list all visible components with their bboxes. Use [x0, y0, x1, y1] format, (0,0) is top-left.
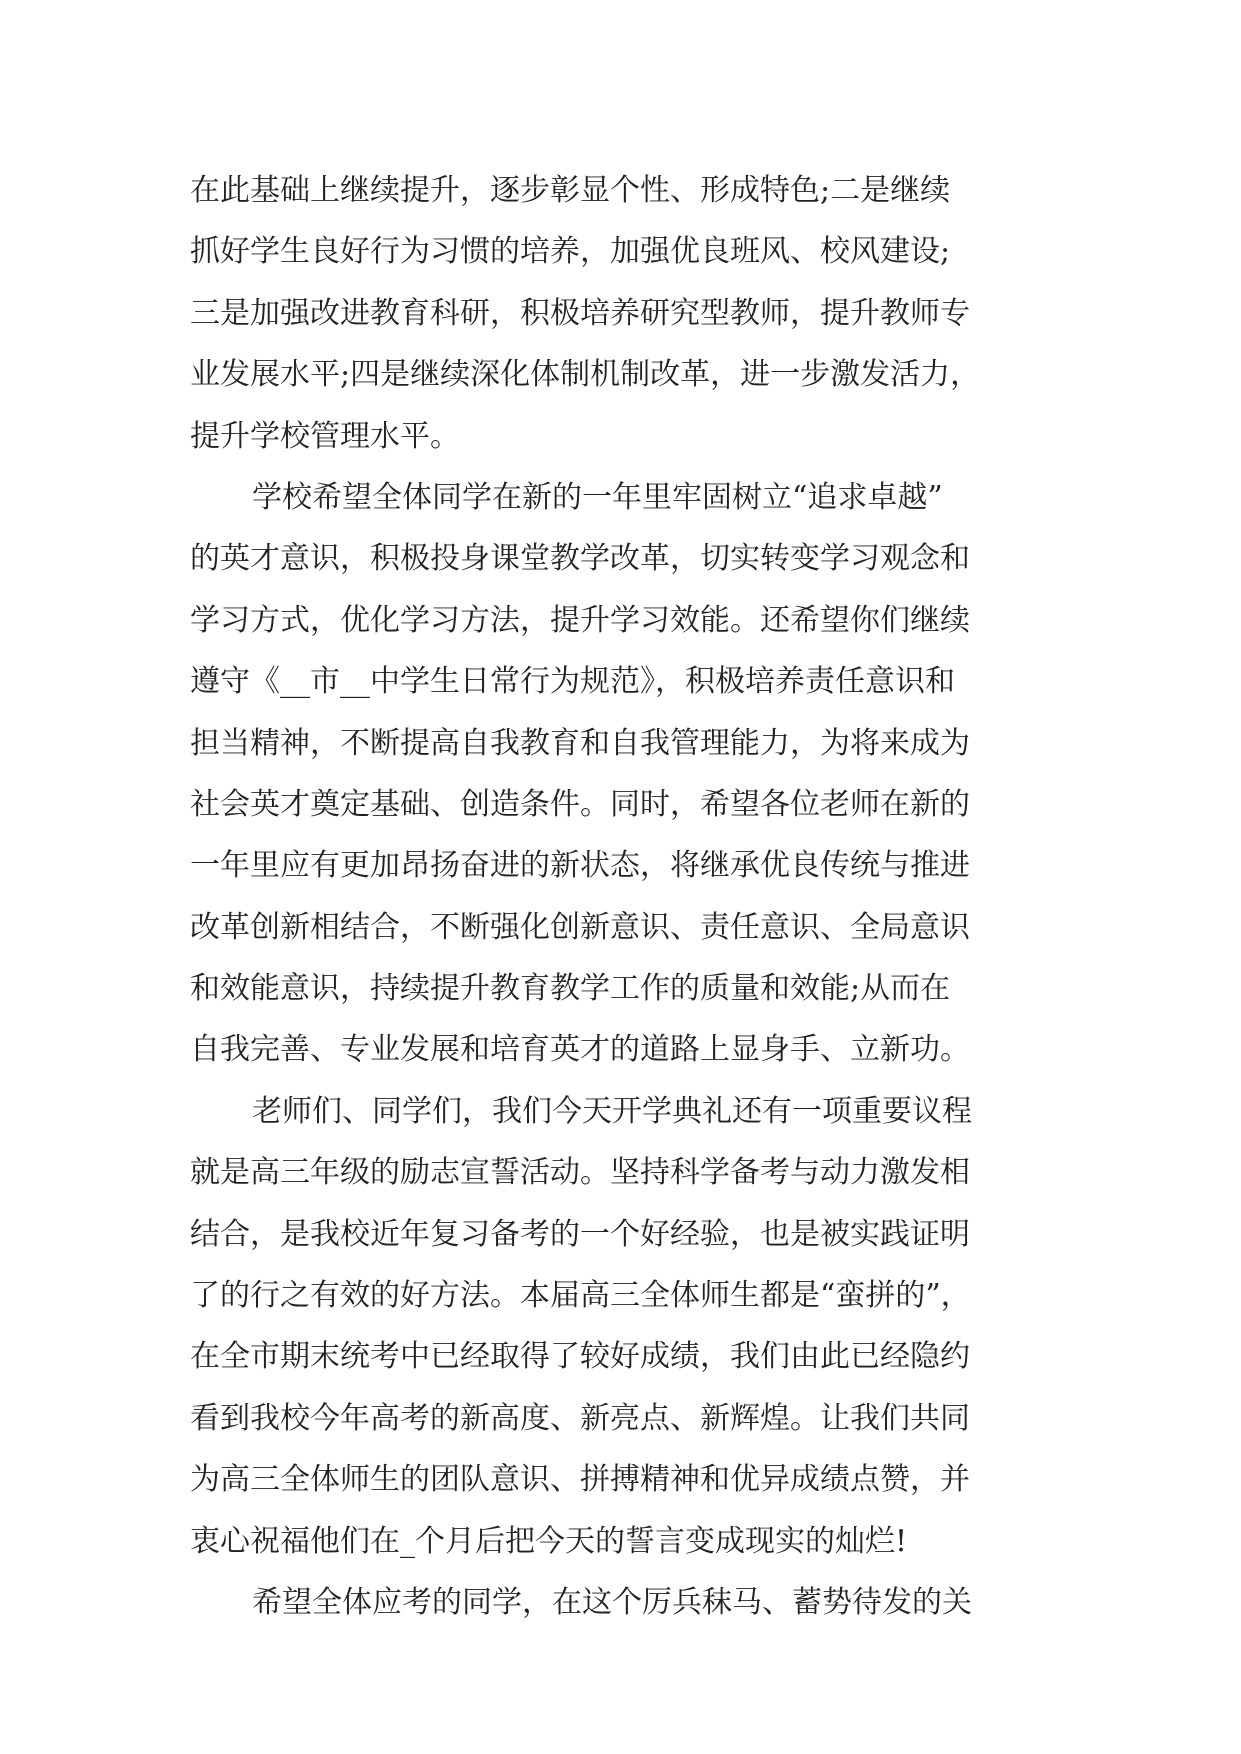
text-line: 担当精神，不断提高自我教育和自我管理能力，为将来成为	[190, 725, 970, 761]
text-line: 就是高三年级的励志宣誓活动。坚持科学备考与动力激发相	[190, 1155, 970, 1191]
text-line: 一年里应有更加昂扬奋进的新状态，将继承优良传统与推进	[190, 848, 970, 884]
text-line: 结合，是我校近年复习备考的一个好经验，也是被实践证明	[190, 1216, 970, 1252]
text-line: 老师们、同学们，我们今天开学典礼还有一项重要议程	[252, 1093, 972, 1129]
paragraph	[190, 160, 1070, 467]
text-line: 抓好学生良好行为习惯的培养，加强优良班风、校风建设;	[190, 234, 951, 270]
text-line: 学校希望全体同学在新的一年里牢固树立“追求卓越”	[252, 479, 943, 515]
paragraph	[190, 1081, 1070, 1572]
text-line: 学习方式，优化学习方法，提升学习效能。还希望你们继续	[190, 602, 970, 638]
body-text	[190, 160, 1070, 1633]
text-line: 和效能意识，持续提升教育教学工作的质量和效能;从而在	[190, 971, 951, 1007]
paragraph	[190, 1572, 1070, 1633]
text-line: 三是加强改进教育科研，积极培养研究型教师，提升教师专	[190, 295, 970, 331]
text-line: 业发展水平;四是继续深化体制机制改革，进一步激发活力，	[190, 357, 981, 393]
text-line: 为高三全体师生的团队意识、拼搏精神和优异成绩点赞，并	[190, 1462, 970, 1498]
text-line: 遵守《__市__中学生日常行为规范》，积极培养责任意识和	[190, 664, 955, 700]
text-line: 提升学校管理水平。	[190, 418, 460, 454]
text-line: 自我完善、专业发展和培育英才的道路上显身手、立新功。	[190, 1032, 970, 1068]
text-line: 衷心祝福他们在_个月后把今天的誓言变成现实的灿烂!	[190, 1523, 908, 1559]
text-line: 的英才意识，积极投身课堂教学改革，切实转变学习观念和	[190, 541, 970, 577]
text-line: 社会英才奠定基础、创造条件。同时，希望各位老师在新的	[190, 786, 970, 822]
text-line: 了的行之有效的好方法。本届高三全体师生都是“蛮拼的”，	[190, 1278, 971, 1314]
text-line: 改革创新相结合，不断强化创新意识、责任意识、全局意识	[190, 909, 970, 945]
paragraph	[190, 467, 1070, 1081]
text-line: 在此基础上继续提升，逐步彰显个性、形成特色;二是继续	[190, 173, 951, 208]
text-line: 在全市期末统考中已经取得了较好成绩，我们由此已经隐约	[190, 1339, 970, 1375]
text-line: 希望全体应考的同学，在这个厉兵秣马、蓄势待发的关	[252, 1584, 972, 1620]
text-line: 看到我校今年高考的新高度、新亮点、新辉煌。让我们共同	[190, 1400, 970, 1436]
